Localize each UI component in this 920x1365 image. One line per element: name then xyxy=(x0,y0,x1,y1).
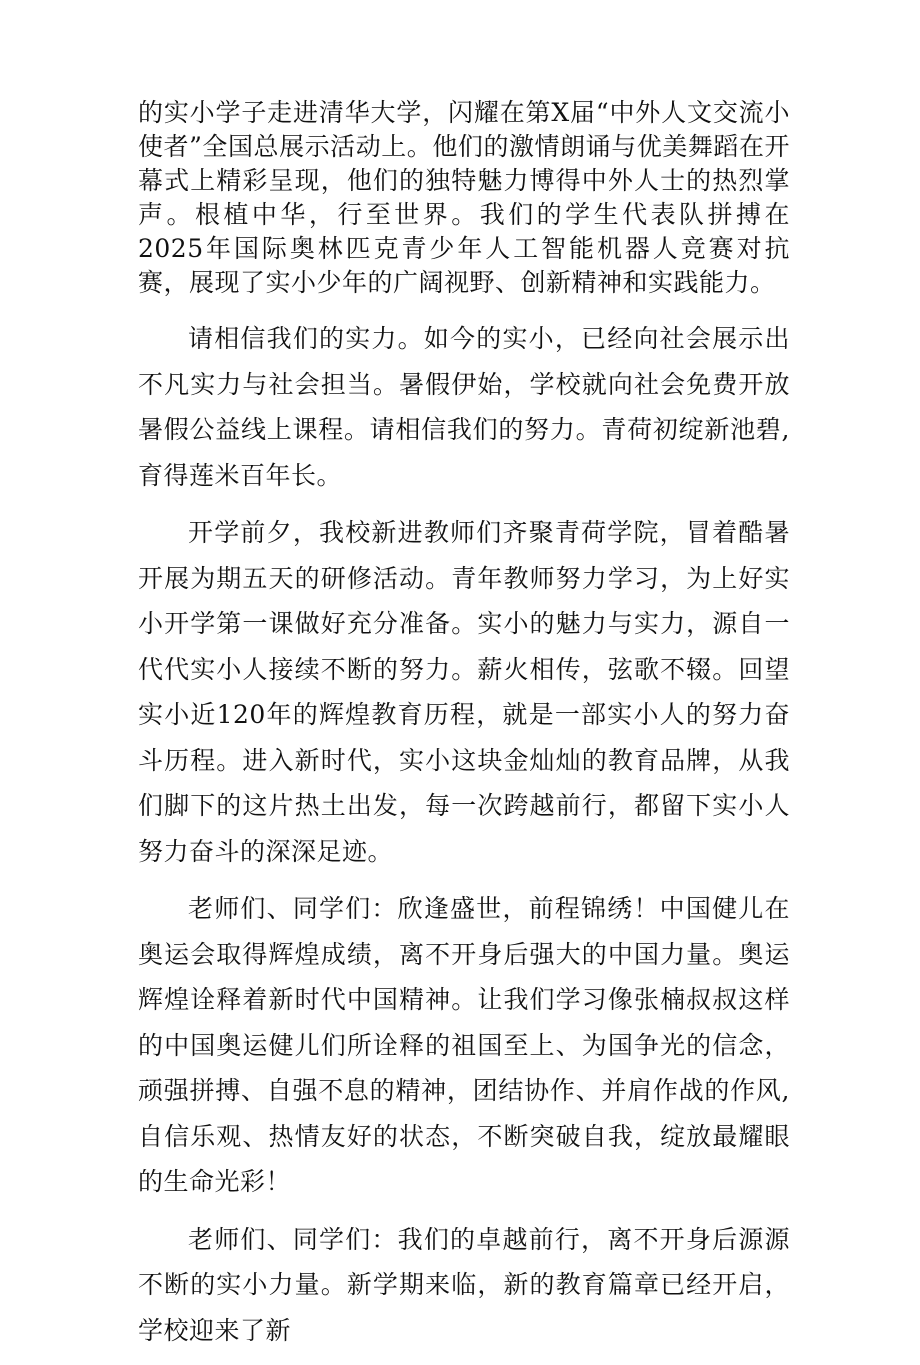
paragraph-continuation: 的实小学子走进清华大学，闪耀在第X届“中外人文交流小使者”全国总展示活动上。他们的激情朗诵与优美舞蹈在开幕式上精彩呈现，他们的独特魅力博得中外人士的热烈掌声。根植中华，行至世界。我们的学生代表队拼搏在2025年国际奥林匹克青少年人工智能机器人竞赛对抗赛，展现了实小少年的广阔视野、创新精神和实践能力。 xyxy=(138,98,790,297)
paragraph-strength: 请相信我们的实力。如今的实小，已经向社会展示出不凡实力与社会担当。暑假伊始，学校就向社会免费开放暑假公益线上课程。请相信我们的努力。青荷初绽新池碧,育得莲米百年长。 xyxy=(138,324,790,490)
paragraph-olympics: 老师们、同学们：欣逢盛世，前程锦绣！中国健儿在奥运会取得辉煌成绩，离不开身后强大的中国力量。奥运辉煌诠释着新时代中国精神。让我们学习像张楠叔叔这样的中国奥运健儿们所诠释的祖国至上、为国争光的信念，顽强拼搏、自强不息的精神，团结协作、并肩作战的作风,自信乐观、热情友好的状态，不断突破自我，绽放最耀眼的生命光彩！ xyxy=(138,894,790,1196)
paragraph-new-semester: 老师们、同学们：我们的卓越前行，离不开身后源源不断的实小力量。新学期来临，新的教育篇章已经开启，学校迎来了新 xyxy=(138,1224,790,1345)
paragraph-teachers-training: 开学前夕，我校新进教师们齐聚青荷学院，冒着酷暑开展为期五天的研修活动。青年教师努力学习，为上好实小开学第一课做好充分准备。实小的魅力与实力，源自一代代实小人接续不断的努力。薪火相传，弦歌不辍。回望实小近120年的辉煌教育历程，就是一部实小人的努力奋斗历程。进入新时代，实小这块金灿灿的教育品牌，从我们脚下的这片热土出发，每一次跨越前行，都留下实小人努力奋斗的深深足迹。 xyxy=(138,518,790,866)
document-body xyxy=(138,96,790,1365)
